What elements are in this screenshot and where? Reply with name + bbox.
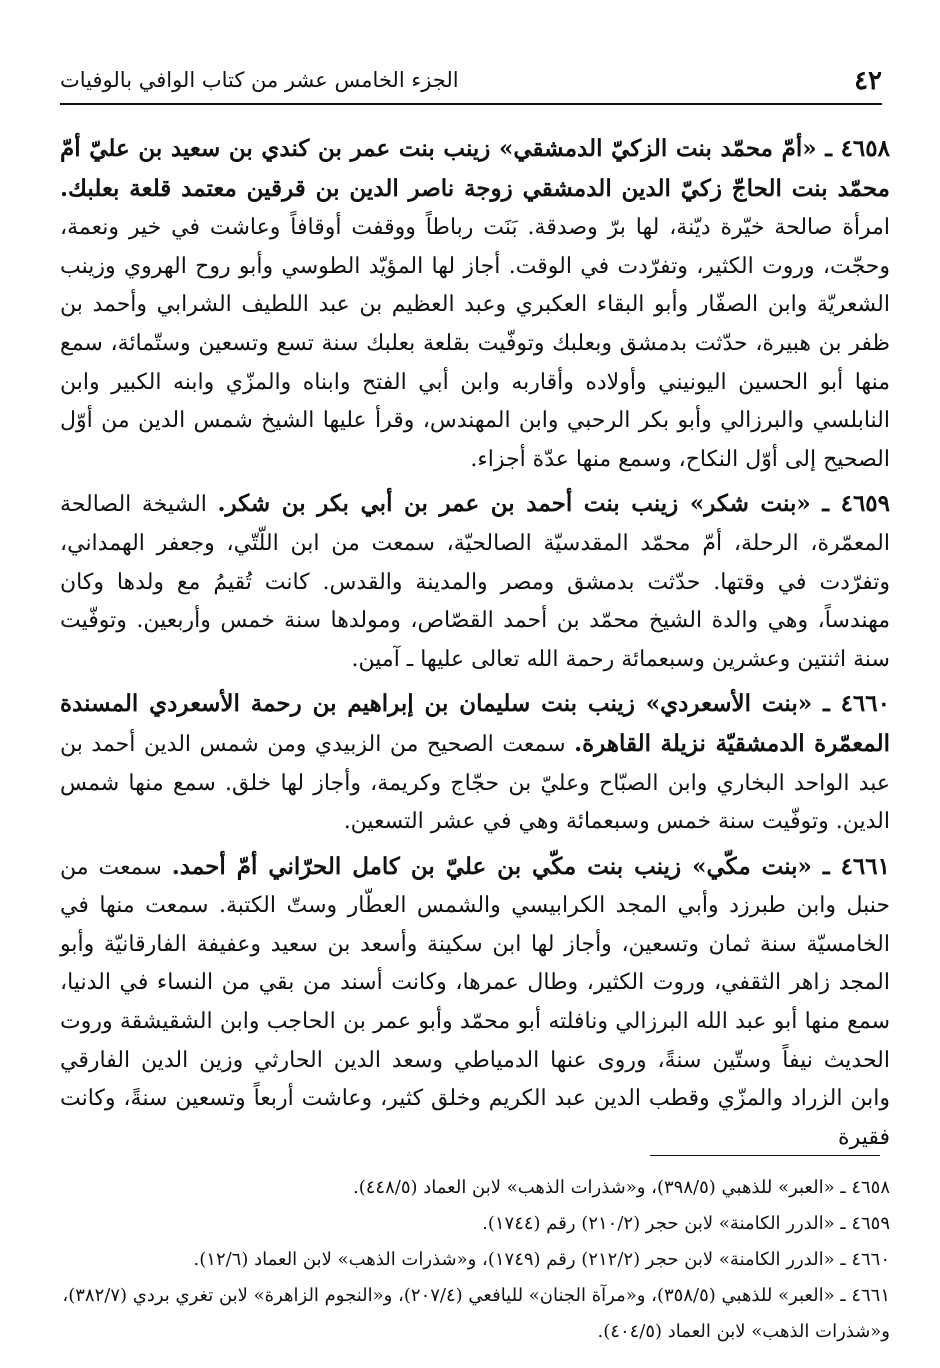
entry-heading: ٤٦٥٩ ـ «بنت شكر» زينب بنت أحمد بن عمر بن أبي بكر بن شكر. <box>217 490 891 518</box>
entry-text: امرأة صالحة خيّرة ديّنة، لها برّ وصدقة. بَنَت رباطاً ووقفت أوقافاً وعاشت في خير ونعمة، وحجّت، وروت الكثير، وتفرّدت في الوقت. أجاز لها المؤيّد الطوسي وأبو روح الهروي وزينب الشعريّة وابن الصفّار وأبو البقاء العكبري وعبد العظيم بن عبد اللطيف الشرابي وأحمد بن ظفر بن هبيرة، حدّثت بدمشق وبعلبك وتوفّيت بقلعة بعلبك سنة تسع وتسعين وستّمائة، سمع منها أبو الحسين اليونيني وأولاده وأقاربه وابن أبي الفتح وابناه والمزّي وابنه الكبير وابن النابلسي والبرزالي وأبو بكر الرحبي وابن المهندس، وقرأ عليها الشيخ شمس الدين من أوّل الصحيح إلى أوّل النكاح، وسمع منها عدّة أجزاء. <box>60 215 891 472</box>
biography-entry <box>60 485 890 679</box>
footnote: ٤٦٥٩ ـ «الدرر الكامنة» لابن حجر (٢١٠/٢) رقم (١٧٤٤). <box>482 1213 890 1234</box>
footnote-rule <box>650 1155 880 1156</box>
footnote: ٤٦٦١ ـ «العبر» للذهبي (٣٥٨/٥)، و«مرآة الجنان» لليافعي (٢٠٧/٤)، و«النجوم الزاهرة» لابن تغري بردي (٣٨٢/٧)، و«شذرات الذهب» لابن العماد (٤٠٤/٥). <box>62 1285 890 1342</box>
running-title: الجزء الخامس عشر من كتاب الوافي بالوفيات <box>60 68 459 92</box>
entry-text: سمعت من حنبل وابن طبرزد وأبي المجد الكرابيسي والشمس العطّار وستّ الكتبة. سمعت منها في الخامسيّة سنة ثمان وتسعين، وأجاز لها ابن سكينة وأسعد بن سعيد وعفيفة الفارقانيّة وأبو المجد زاهر الثقفي، وروت الكثير، وطال عمرها، وكانت أسند من بقي من النساء في الدنيا، سمع منها أبو عبد الله البرزالي ونافلته أبو محمّد وأبو عمر بن الحاجب وابن الشقيشقة وروت الحديث نيفاً وستّين سنةً، وروى عنها الدمياطي وسعد الدين الحارثي وزين الدين الفارقي وابن الزراد والمزّي وقطب الدين عبد الكريم وخلق كثير، وعاشت أربعاً وتسعين سنةً، وكانت فقيرة <box>60 854 890 1150</box>
page-header <box>60 60 882 100</box>
main-text <box>60 130 890 1157</box>
entry-heading: ٤٦٥٨ ـ «أمّ محمّد بنت الزكيّ الدمشقي» زينب بنت عمر بن كندي بن سعيد بن عليّ أمّ محمّد بنت الحاجّ زكيّ الدين الدمشقي زوجة ناصر الدين بن قرقين معتمد قلعة بعلبك. <box>60 135 890 202</box>
entry-heading: ٤٦٦١ ـ «بنت مكّي» زينب بنت مكّي بن عليّ بن كامل الحرّاني أمّ أحمد. <box>171 852 890 880</box>
biography-entry <box>60 685 890 841</box>
entry-heading: ٤٦٦٠ ـ «بنت الأسعردي» زينب بنت سليمان بن إبراهيم بن رحمة الأسعردي المسندة المعمّرة الدمشقيّة نزيلة القاهرة. <box>60 690 890 757</box>
footnote: ٤٦٦٠ ـ «الدرر الكامنة» لابن حجر (٢١٢/٢) رقم (١٧٤٩)، و«شذرات الذهب» لابن العماد (١٢/٦). <box>193 1249 890 1270</box>
footnote: ٤٦٥٨ ـ «العبر» للذهبي (٣٩٨/٥)، و«شذرات الذهب» لابن العماد (٤٤٨/٥). <box>353 1177 890 1198</box>
biography-entry <box>60 848 890 1158</box>
entry-text: الشيخة الصالحة المعمّرة، الرحلة، أمّ محمّد المقدسيّة الصالحيّة، سمعت من ابن اللّتّي، وجعفر الهمداني، وتفرّدت في وقتها. حدّثت بدمشق ومصر والمدينة والقدس. كانت تُقيمُ مع ولدها وكان مهندساً، وهي والدة الشيخ محمّد بن أحمد القصّاص، ومولدها سنة خمس وأربعين. وتوفّيت سنة اثنتين وعشرين وسبعمائة رحمة الله تعالى عليها ـ آمين. <box>60 492 890 672</box>
page-number: ٤٢ <box>854 66 882 96</box>
biography-entry <box>60 130 890 479</box>
footnotes <box>60 1170 890 1350</box>
entry-text: سمعت الصحيح من الزبيدي ومن شمس الدين أحمد بن عبد الواحد البخاري وابن الصبّاح وعليّ بن حجّاج وكريمة، وأجاز لها خلق. سمع منها شمس الدين. وتوفّيت سنة خمس وسبعمائة وهي في عشر التسعين. <box>60 731 890 835</box>
header-rule <box>60 103 882 105</box>
